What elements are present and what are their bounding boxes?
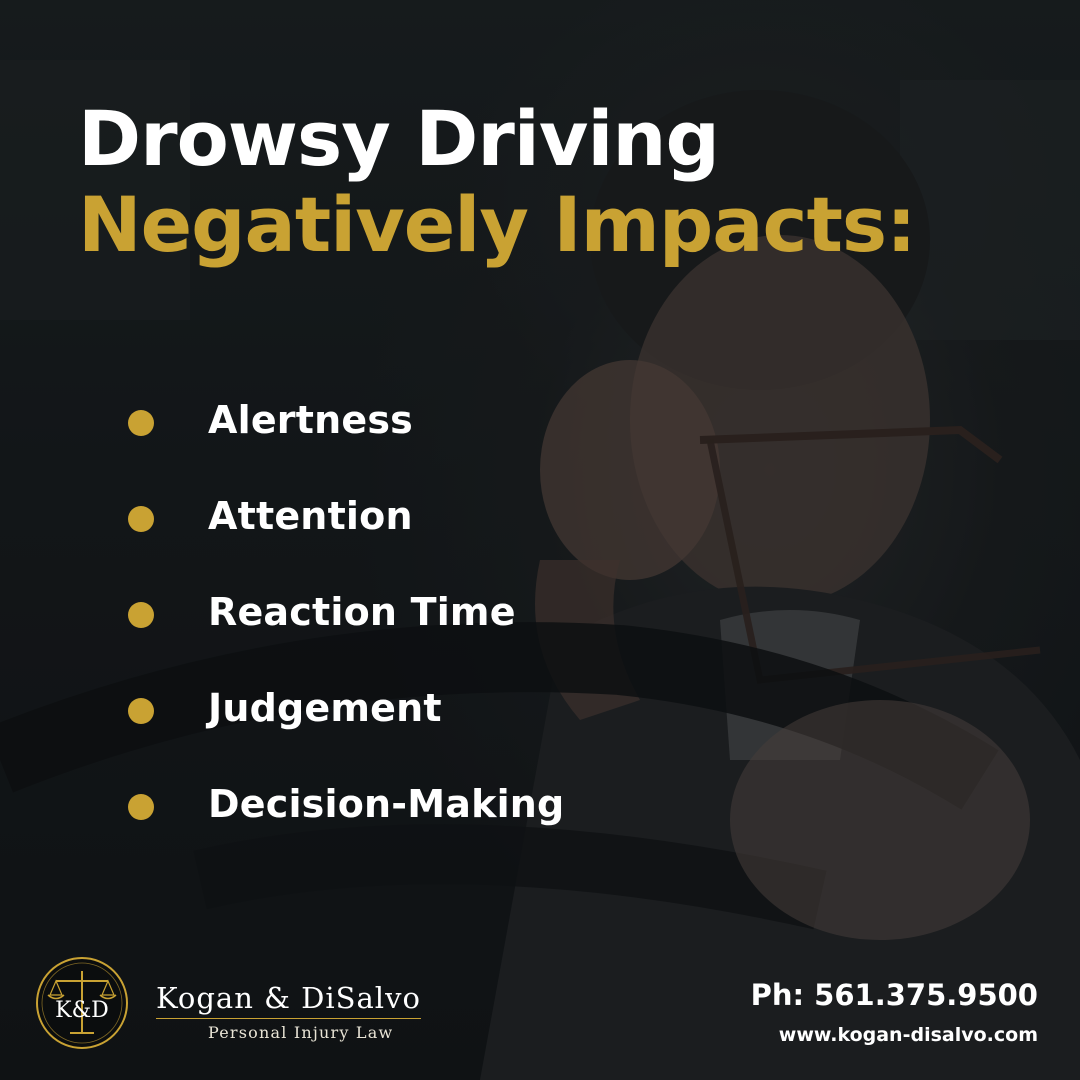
svg-text:K&D: K&D [55,998,109,1023]
impact-label: Decision-Making [208,782,565,826]
headline-line-2: Negatively Impacts: [78,180,916,269]
firm-name: Kogan & DiSalvo [156,980,421,1019]
contact-info [751,976,1038,1050]
impact-label: Attention [208,494,413,538]
list-item [128,756,564,852]
gold-dot-icon [128,506,154,532]
list-item [128,660,564,756]
phone-number: Ph: 561.375.9500 [750,978,1038,1012]
impact-label: Alertness [208,398,413,442]
gold-dot-icon [128,698,154,724]
impacts-list [128,372,564,852]
list-item [128,564,564,660]
firm-branding [156,980,421,1042]
headline [78,96,916,268]
gold-dot-icon [128,410,154,436]
gold-dot-icon [128,602,154,628]
headline-line-1: Drowsy Driving [78,94,719,183]
firm-tagline: Personal Injury Law [208,1023,394,1042]
list-item [128,468,564,564]
scales-of-justice-logo-icon [34,955,130,1051]
list-item [128,372,564,468]
impact-label: Judgement [208,686,442,730]
impact-label: Reaction Time [208,590,516,634]
website-link[interactable]: www.kogan-disalvo.com [778,1024,1038,1046]
gold-dot-icon [128,794,154,820]
